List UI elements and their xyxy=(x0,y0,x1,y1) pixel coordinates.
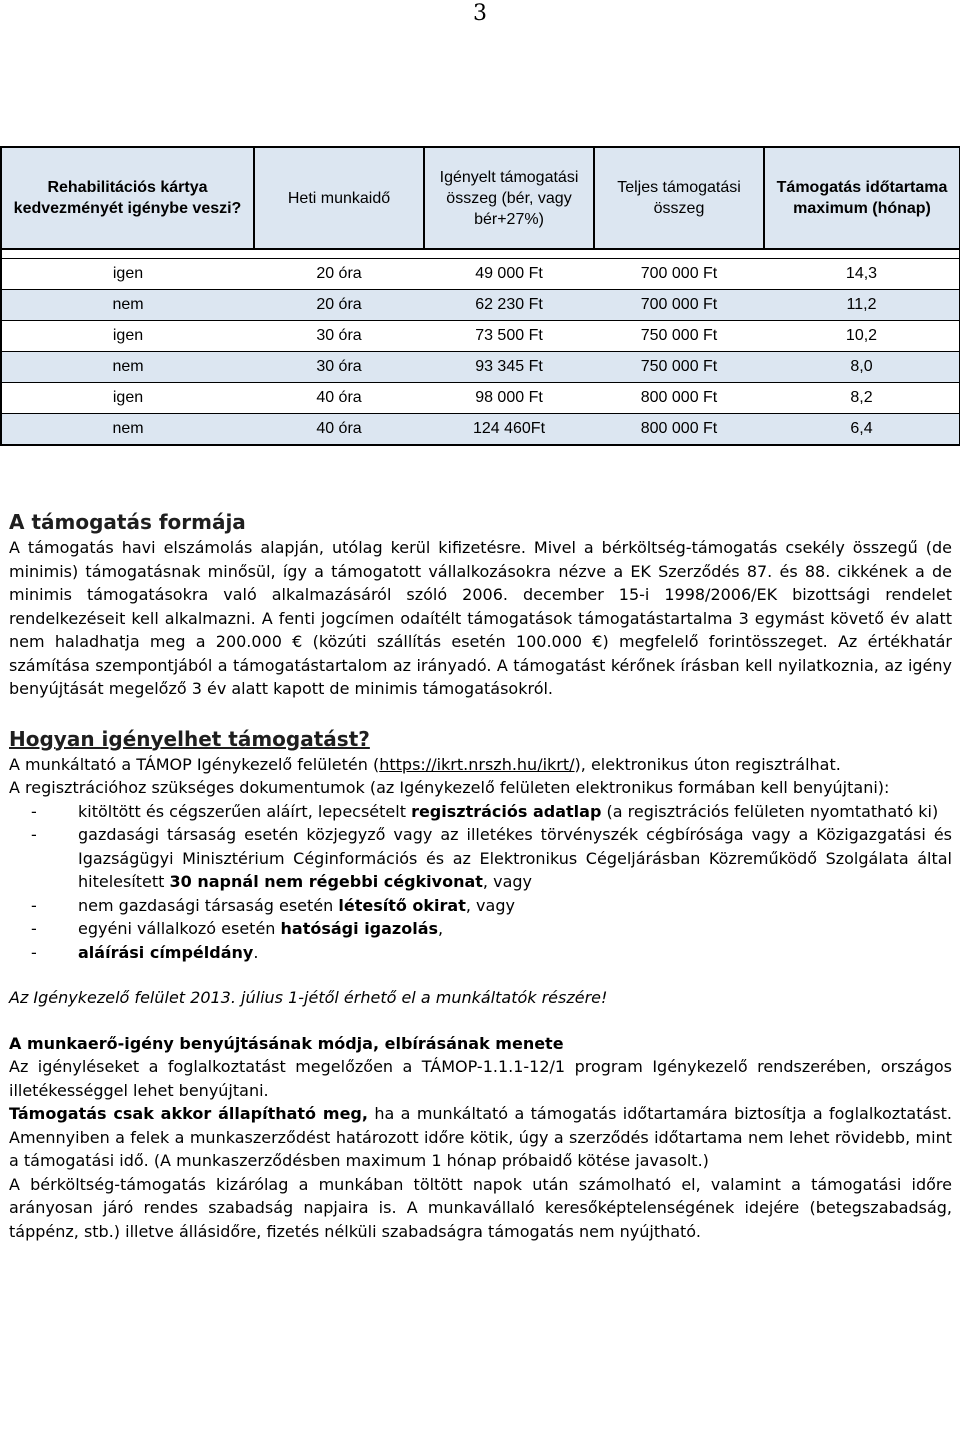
forma-text-4: Az értékhatár számítása szempontjából a támogatástartalom az irányadó. xyxy=(9,632,952,675)
cell-total: 800 000 Ft xyxy=(594,383,764,414)
cell-rehab: igen xyxy=(1,259,254,290)
header-weekly-hours: Heti munkaidő xyxy=(254,147,424,249)
list-item xyxy=(9,800,952,824)
item-text-end: , xyxy=(438,919,444,938)
forma-text-2: Mivel a bérköltség-támogatás csekély összegű (de minimis) támogatásnak minősül, így a támogatott vállalkozásokra nézve a EK Szerződés 87. és 88. cikkének a de minimis támogatásokra való alkalmazásáról szóló 2006. december 15-i 1998/2006/EK bizottsági rendelet rendelkezéseit kell alkalmazni. xyxy=(9,538,952,628)
dash-bullet: - xyxy=(31,942,37,962)
dash-bullet: - xyxy=(31,895,37,915)
cell-rehab: igen xyxy=(1,383,254,414)
item-text: nem gazdasági társaság esetén xyxy=(78,895,339,915)
cell-hours: 40 óra xyxy=(254,383,424,414)
mod-p2-rest: ha a munkáltató a támogatás időtartamára biztosítja a foglalkoztatást. Amennyiben a felek a munkaszerződést határozott időre kötik, úgy a szerződés időtartama nem lehet rövidebb, mint a támogatási idő. (A munkaszerződésben maximum 1 hónap próbaidő kötése javasolt.) xyxy=(9,1104,952,1170)
header-duration: Támogatás időtartama maximum (hónap) xyxy=(764,147,960,249)
header-requested-amount: Igényelt támogatási összeg (bér, vagy bér+27%) xyxy=(424,147,594,249)
forma-paragraph xyxy=(9,536,952,701)
docs-intro: A regisztrációhoz szükséges dokumentumok (az Igénykezelő felületen elektronikus formában kell benyújtani): xyxy=(9,778,890,797)
hogyan-intro-b: ), elektronikus úton regisztrálhat. xyxy=(574,754,841,774)
cell-hours: 40 óra xyxy=(254,414,424,446)
mod-paragraph-3: A bérköltség-támogatás kizárólag a munkában töltött napok után számolható el, valamint a támogatási időre arányosan járó rendes szabadság napjaira is. A munkavállaló keresőképtelenségének idejére (betegszabadság, táppénz, stb.) illetve állásidőre, fizetés nélküli szabadságra támogatás nem nyújtható. xyxy=(9,1174,952,1241)
table-row xyxy=(1,321,960,352)
cell-duration: 8,0 xyxy=(764,352,960,383)
dash-bullet: - xyxy=(31,919,37,938)
ikrt-link[interactable]: https://ikrt.nrszh.hu/ikrt/ xyxy=(379,754,575,774)
item-text-end: . xyxy=(253,942,259,962)
header-rehab-card: Rehabilitációs kártya kedvezményét igénybe veszi? xyxy=(1,147,254,249)
table-row xyxy=(1,383,960,414)
table-row xyxy=(1,414,960,446)
item-text: egyéni vállalkozó esetén xyxy=(78,919,281,938)
section-title-forma: A támogatás formája xyxy=(9,510,246,534)
table-row xyxy=(1,352,960,383)
cell-duration: 10,2 xyxy=(764,321,960,352)
cell-total: 700 000 Ft xyxy=(594,259,764,290)
item-text-end: , vagy xyxy=(465,895,515,915)
support-table xyxy=(0,146,960,446)
item-bold: hatósági igazolás xyxy=(280,919,439,938)
document-body xyxy=(9,508,952,1243)
cell-rehab: nem xyxy=(1,290,254,321)
cell-requested: 124 460Ft xyxy=(424,414,594,446)
cell-total: 750 000 Ft xyxy=(594,352,764,383)
list-item xyxy=(9,823,952,894)
table-spacer xyxy=(1,249,960,259)
item-text-end: (a regisztrációs felületen nyomtatható ki) xyxy=(601,801,939,821)
header-total-amount: Teljes támogatási összeg xyxy=(594,147,764,249)
item-bold: létesítő okirat xyxy=(338,895,466,915)
cell-requested: 49 000 Ft xyxy=(424,259,594,290)
cell-requested: 62 230 Ft xyxy=(424,290,594,321)
cell-hours: 30 óra xyxy=(254,352,424,383)
support-table-container xyxy=(0,146,959,446)
page-number: 3 xyxy=(473,1,487,26)
forma-text-5: A támogatást kérőnek írásban kell nyilatkoznia, az igény benyújtását megelőző 3 év alatt kapott de minimis támogatásokról. xyxy=(9,655,953,698)
hogyan-intro xyxy=(9,753,952,777)
cell-requested: 93 345 Ft xyxy=(424,352,594,383)
mod-p2-bold: Támogatás csak akkor állapítható meg, xyxy=(9,1104,368,1123)
cell-total: 750 000 Ft xyxy=(594,321,764,352)
cell-hours: 20 óra xyxy=(254,290,424,321)
cell-total: 700 000 Ft xyxy=(594,290,764,321)
cell-duration: 8,2 xyxy=(764,383,960,414)
table-row xyxy=(1,259,960,290)
item-text-end: , vagy xyxy=(482,872,532,891)
cell-total: 800 000 Ft xyxy=(594,414,764,446)
cell-duration: 6,4 xyxy=(764,414,960,446)
required-documents-list xyxy=(9,800,952,965)
list-item xyxy=(9,941,952,965)
mod-paragraph-2 xyxy=(9,1102,952,1173)
list-item xyxy=(9,917,952,941)
availability-notice: Az Igénykezelő felület 2013. július 1-jétől érhető el a munkáltatók részére! xyxy=(9,988,608,1007)
section-title-mod: A munkaerő-igény benyújtásának módja, elbírásának menete xyxy=(9,1033,564,1053)
table-row xyxy=(1,290,960,321)
item-bold: regisztrációs adatlap xyxy=(411,801,602,821)
item-text: kitöltött és cégszerűen aláírt, lepecsételt xyxy=(78,801,412,821)
forma-text-1: A támogatás havi elszámolás alapján, utólag kerül kifizetésre. xyxy=(9,538,526,557)
forma-text-3: A fenti jogcímen odaítélt támogatások támogatástartalma 3 egymást követő év alatt nem haladhatja meg a 200.000 € (közúti szállítás esetén 100.000 €) megfelelő forintösszeget. xyxy=(9,608,953,651)
item-bold: 30 napnál nem régebbi cégkivonat xyxy=(169,872,483,891)
dash-bullet: - xyxy=(31,801,37,821)
cell-duration: 14,3 xyxy=(764,259,960,290)
cell-hours: 20 óra xyxy=(254,259,424,290)
item-bold: aláírási címpéldány xyxy=(78,942,254,962)
cell-hours: 30 óra xyxy=(254,321,424,352)
table-header-row xyxy=(1,147,960,249)
cell-rehab: nem xyxy=(1,352,254,383)
section-title-hogyan: Hogyan igényelhet támogatást? xyxy=(9,726,370,751)
cell-duration: 11,2 xyxy=(764,290,960,321)
hogyan-intro-a: A munkáltató a TÁMOP Igénykezelő felületén ( xyxy=(9,754,380,774)
cell-rehab: nem xyxy=(1,414,254,446)
list-item xyxy=(9,894,952,918)
dash-bullet: - xyxy=(31,825,37,844)
cell-rehab: igen xyxy=(1,321,254,352)
item-text: gazdasági társaság esetén közjegyző vagy az illetékes törvényszék cégbírósága vagy a Közigazgatási és Igazságügyi Minisztérium Céginformációs és az Elektronikus Cégeljárásban Közreműködő Szolgálata által hitelesített xyxy=(78,825,952,891)
cell-requested: 98 000 Ft xyxy=(424,383,594,414)
mod-paragraph-1: Az igényléseket a foglalkoztatást megelőzően a TÁMOP-1.1.1-12/1 program Igénykezelő rendszerében, országos illetékességgel lehet benyújtani. xyxy=(9,1057,952,1100)
cell-requested: 73 500 Ft xyxy=(424,321,594,352)
